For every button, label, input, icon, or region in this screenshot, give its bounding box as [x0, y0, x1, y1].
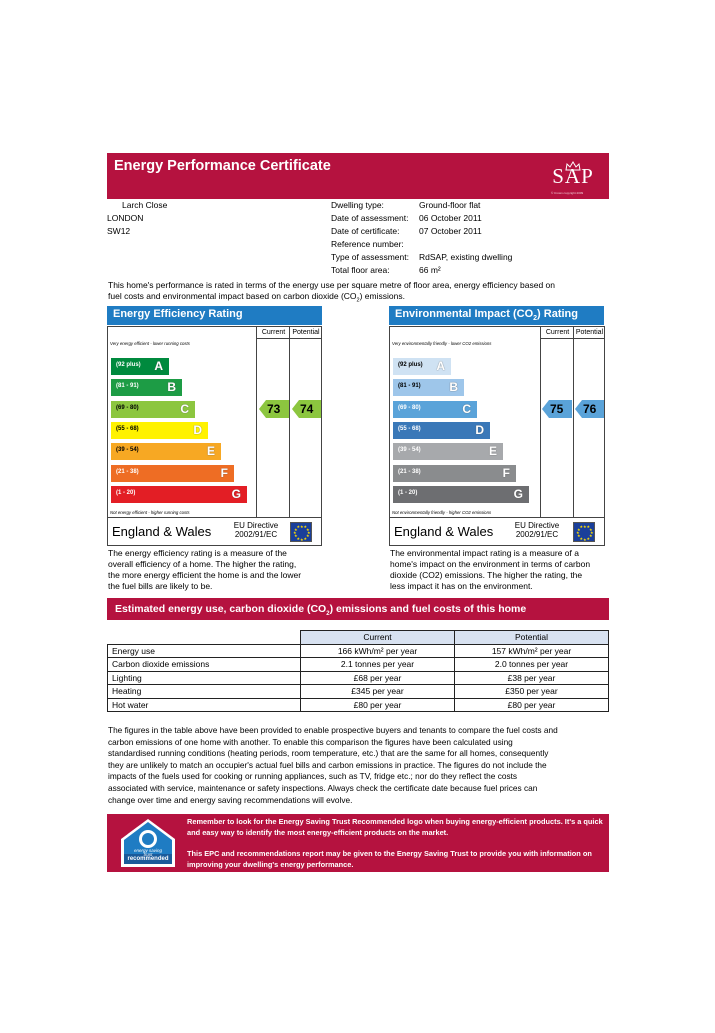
bottom-caption: Not energy efficient - higher running costs [110, 510, 190, 515]
description-line: The environmental impact rating is a measure of a [390, 548, 579, 558]
address-line: Larch Close [122, 200, 168, 210]
efficiency-description [108, 548, 328, 592]
paragraph-line: associated with service, maintenance or safety inspections. Always check the certificate date because fuel prices can [108, 782, 538, 793]
certificate-title: Energy Performance Certificate [114, 158, 331, 174]
band-range: (69 - 80) [116, 404, 139, 411]
eu-star-icon: ★ [303, 535, 308, 541]
band-range: (55 - 68) [116, 425, 139, 432]
detail-value: RdSAP, existing dwelling [419, 252, 513, 262]
estimated-costs-heading [107, 598, 609, 620]
band-range: (81 - 91) [116, 383, 139, 390]
eu-star-icon: ★ [586, 535, 591, 541]
potential-value: £38 per year [455, 671, 609, 685]
address-line: LONDON [107, 213, 144, 223]
band-range: (39 - 54) [116, 447, 139, 454]
rating-band-f [111, 465, 234, 482]
table-row [108, 671, 609, 685]
current-value: £345 per year [301, 685, 455, 699]
potential-value: 157 kWh/m² per year [455, 644, 609, 658]
intro-text [108, 280, 608, 307]
heading-part: Environmental Impact (CO [395, 308, 534, 320]
band-letter: D [475, 422, 484, 437]
eu-star-icon: ★ [589, 526, 593, 532]
band-range: (92 plus) [116, 362, 141, 368]
directive-line: 2002/91/EC [234, 530, 278, 539]
description-line: home's impact on the environment in terms of carbon [390, 559, 591, 569]
intro-subscript: 2 [356, 297, 360, 304]
band-range: (55 - 68) [398, 425, 421, 432]
table-row [108, 658, 609, 672]
detail-label: Dwelling type: [331, 200, 384, 210]
band-letter: B [167, 380, 176, 395]
region-label: England & Wales [394, 524, 494, 539]
detail-value: 06 October 2011 [419, 213, 482, 223]
detail-row [331, 264, 512, 277]
band-letter: E [488, 444, 497, 459]
table-row [108, 644, 609, 658]
rating-band-e [393, 443, 503, 460]
current-column-header: Current [256, 327, 290, 339]
eu-star-icon: ★ [296, 535, 301, 541]
potential-value: £350 per year [455, 685, 609, 699]
footer-paragraph-2: This EPC and recommendations report may be given to the Energy Saving Trust to provide you with information on improving your dwelling's energy performance. [187, 849, 592, 869]
description-line: the more energy efficient the home is and the lower [108, 570, 302, 580]
description-line: less impact it has on the environment. [390, 581, 533, 591]
eu-directive [228, 521, 284, 539]
band-letter: G [231, 486, 241, 501]
eu-star-icon: ★ [293, 530, 297, 535]
heading-part: ) emissions and fuel costs of this home [329, 603, 527, 615]
detail-value: 66 m² [419, 265, 441, 275]
detail-row [331, 199, 512, 212]
estimated-costs-table [107, 630, 609, 712]
intro-text-part: ) emissions. [359, 291, 405, 301]
chart-divider [108, 517, 321, 518]
band-letter: C [180, 401, 189, 416]
current-rating-value: 75 [550, 402, 564, 417]
rating-band-d [111, 422, 208, 439]
detail-row [331, 212, 512, 225]
environmental-rating-chart [389, 326, 605, 546]
current-value: £68 per year [301, 671, 455, 685]
eu-flag-icon [573, 522, 595, 542]
eu-star-icon: ★ [307, 530, 311, 535]
rating-band-e [111, 443, 221, 460]
description-line: overall efficiency of a home. The higher the rating, [108, 559, 297, 569]
property-address [107, 199, 167, 238]
top-caption: Very energy efficient - lower running costs [110, 341, 190, 346]
rating-band-g [393, 486, 529, 503]
detail-label: Date of certificate: [331, 226, 400, 236]
bottom-caption: Not environmentally friendly - higher CO2 emissions [392, 510, 492, 515]
address-line: SW12 [107, 226, 131, 236]
certificate-header [107, 153, 609, 199]
band-letter: C [462, 401, 471, 416]
detail-label: Type of assessment: [331, 252, 409, 262]
intro-text-part: fuel costs and environmental impact based on carbon dioxide (CO [108, 291, 357, 301]
detail-label: Reference number: [331, 239, 404, 249]
column-divider [256, 339, 257, 518]
potential-rating-arrow [575, 400, 604, 418]
rating-band-b [393, 379, 464, 396]
band-range: (21 - 38) [398, 468, 421, 475]
band-range: (81 - 91) [398, 383, 421, 390]
band-range: (1 - 20) [116, 489, 136, 496]
detail-label: Total floor area: [331, 265, 390, 275]
efficiency-rating-heading: Energy Efficiency Rating [107, 306, 322, 325]
description-line: the fuel bills are likely to be. [108, 581, 213, 591]
environmental-rating-heading [389, 306, 604, 325]
row-label: Carbon dioxide emissions [108, 658, 301, 672]
eu-star-icon: ★ [296, 524, 301, 530]
rating-band-a [111, 358, 169, 375]
est-logo-text: energy saving [133, 848, 163, 853]
description-line: The energy efficiency rating is a measure of the [108, 548, 287, 558]
detail-value: Ground-floor flat [419, 200, 481, 210]
heading-part: Estimated energy use, carbon dioxide (CO [115, 603, 327, 615]
eu-star-icon: ★ [303, 524, 308, 530]
directive-line: EU Directive [233, 521, 279, 530]
band-letter: F [220, 465, 228, 480]
efficiency-rating-chart [107, 326, 322, 546]
heading-part: ) Rating [537, 308, 578, 320]
eu-star-icon: ★ [583, 523, 587, 529]
eu-star-icon: ★ [576, 533, 581, 539]
band-letter: B [449, 380, 458, 395]
paragraph-line: impacts of the fuels used for cooking or running appliances, such as TV, fridge etc.; nor do they reflect the costs [108, 771, 518, 782]
rating-band-g [111, 486, 247, 503]
eu-star-icon: ★ [576, 530, 580, 535]
rating-band-c [111, 401, 195, 418]
current-value: 2.1 tonnes per year [301, 658, 455, 672]
current-rating-value: 73 [267, 402, 281, 417]
rating-band-c [393, 401, 477, 418]
eu-star-icon: ★ [589, 533, 593, 539]
detail-row [331, 225, 512, 238]
directive-line: 2002/91/EC [515, 530, 559, 539]
sap-logo [545, 161, 601, 195]
directive-line: EU Directive [514, 521, 560, 530]
band-range: (69 - 80) [398, 404, 421, 411]
column-divider [289, 339, 290, 518]
paragraph-line: carbon emissions of one home with another. To enable this comparison the figures have been calculated using [108, 736, 513, 747]
intro-line [108, 291, 608, 307]
footer-paragraph-1: Remember to look for the Energy Saving Trust Recommended logo when buying energy-efficient products. It's a quick and easy way to identify the most energy-efficient products on the market. [187, 817, 603, 837]
eu-star-icon: ★ [579, 535, 584, 541]
band-range: (1 - 20) [398, 489, 418, 496]
detail-row [331, 251, 512, 264]
detail-row [331, 238, 512, 251]
potential-value: £80 per year [455, 698, 609, 712]
rating-band-f [393, 465, 516, 482]
rating-band-a [393, 358, 451, 375]
potential-value: 2.0 tonnes per year [455, 658, 609, 672]
column-divider [540, 339, 541, 518]
eu-star-icon: ★ [576, 526, 581, 532]
current-header: Current [301, 631, 455, 645]
band-range: (92 plus) [398, 362, 423, 368]
current-rating-arrow [542, 400, 572, 418]
eu-star-icon: ★ [293, 526, 298, 532]
eu-star-icon: ★ [583, 536, 587, 542]
band-letter: D [193, 422, 202, 437]
eu-directive [508, 521, 566, 539]
eu-star-icon: ★ [306, 533, 310, 539]
heading-subscript: 2 [326, 611, 330, 618]
current-rating-arrow [259, 400, 289, 418]
eu-star-icon: ★ [306, 526, 310, 532]
eu-star-icon: ★ [293, 533, 298, 539]
explanation-paragraph [108, 725, 610, 806]
sap-logo-text: SAP [552, 164, 594, 188]
potential-column-header: Potential [289, 327, 322, 339]
band-letter: A [154, 359, 163, 373]
region-label: England & Wales [112, 524, 212, 539]
band-letter: A [436, 359, 445, 373]
energy-saving-trust-logo [115, 817, 181, 869]
row-label: Energy use [108, 644, 301, 658]
property-details [331, 199, 512, 277]
description-line: dioxide (CO2) emissions. The higher the rating, the [390, 570, 583, 580]
est-logo-text: recommended [127, 856, 169, 862]
energy-saving-trust-banner [107, 814, 609, 872]
intro-line: This home's performance is rated in terms of the energy use per square metre of floor area, energy efficiency based on [108, 280, 556, 290]
empty-header-cell [108, 631, 301, 645]
eu-star-icon: ★ [590, 530, 594, 535]
environmental-description [390, 548, 612, 592]
row-label: Lighting [108, 671, 301, 685]
band-letter: E [206, 444, 215, 459]
chart-divider [390, 517, 604, 518]
potential-rating-arrow [292, 400, 321, 418]
paragraph-line: change over time and energy saving recommendations will evolve. [108, 794, 353, 805]
potential-rating-value: 76 [583, 402, 597, 417]
rating-band-b [111, 379, 182, 396]
table-row [108, 685, 609, 699]
band-letter: F [502, 465, 510, 480]
row-label: Heating [108, 685, 301, 699]
band-letter: G [513, 486, 523, 501]
table-header-row [108, 631, 609, 645]
row-label: Hot water [108, 698, 301, 712]
sap-copyright: © Crown copyright 2009 [551, 191, 584, 195]
current-value: 166 kWh/m² per year [301, 644, 455, 658]
band-range: (39 - 54) [398, 447, 421, 454]
potential-rating-value: 74 [300, 402, 314, 417]
potential-header: Potential [455, 631, 609, 645]
current-value: £80 per year [301, 698, 455, 712]
paragraph-line: they are unlikely to match an occupier's actual fuel bills and carbon emissions in practice. The figures do not include the [108, 759, 547, 770]
rating-band-d [393, 422, 490, 439]
heading-subscript: 2 [533, 315, 538, 323]
eu-star-icon: ★ [586, 524, 591, 530]
detail-label: Date of assessment: [331, 213, 409, 223]
table-row [108, 698, 609, 712]
eu-star-icon: ★ [579, 524, 584, 530]
current-column-header: Current [540, 327, 574, 339]
eu-star-icon: ★ [300, 536, 304, 542]
potential-column-header: Potential [573, 327, 605, 339]
column-divider [573, 339, 574, 518]
est-logo-text: trust [143, 852, 153, 857]
top-caption: Very environmentally friendly - lower CO2 emissions [392, 341, 492, 346]
band-range: (21 - 38) [116, 468, 139, 475]
eu-star-icon: ★ [300, 523, 304, 529]
detail-value: 07 October 2011 [419, 226, 482, 236]
paragraph-line: standardised running conditions (heating periods, room temperature, etc.) that are the same for all homes, consequently [108, 748, 549, 759]
paragraph-line: The figures in the table above have been provided to enable prospective buyers and tenants to compare the fuel costs and [108, 725, 558, 735]
eu-flag-icon [290, 522, 312, 542]
